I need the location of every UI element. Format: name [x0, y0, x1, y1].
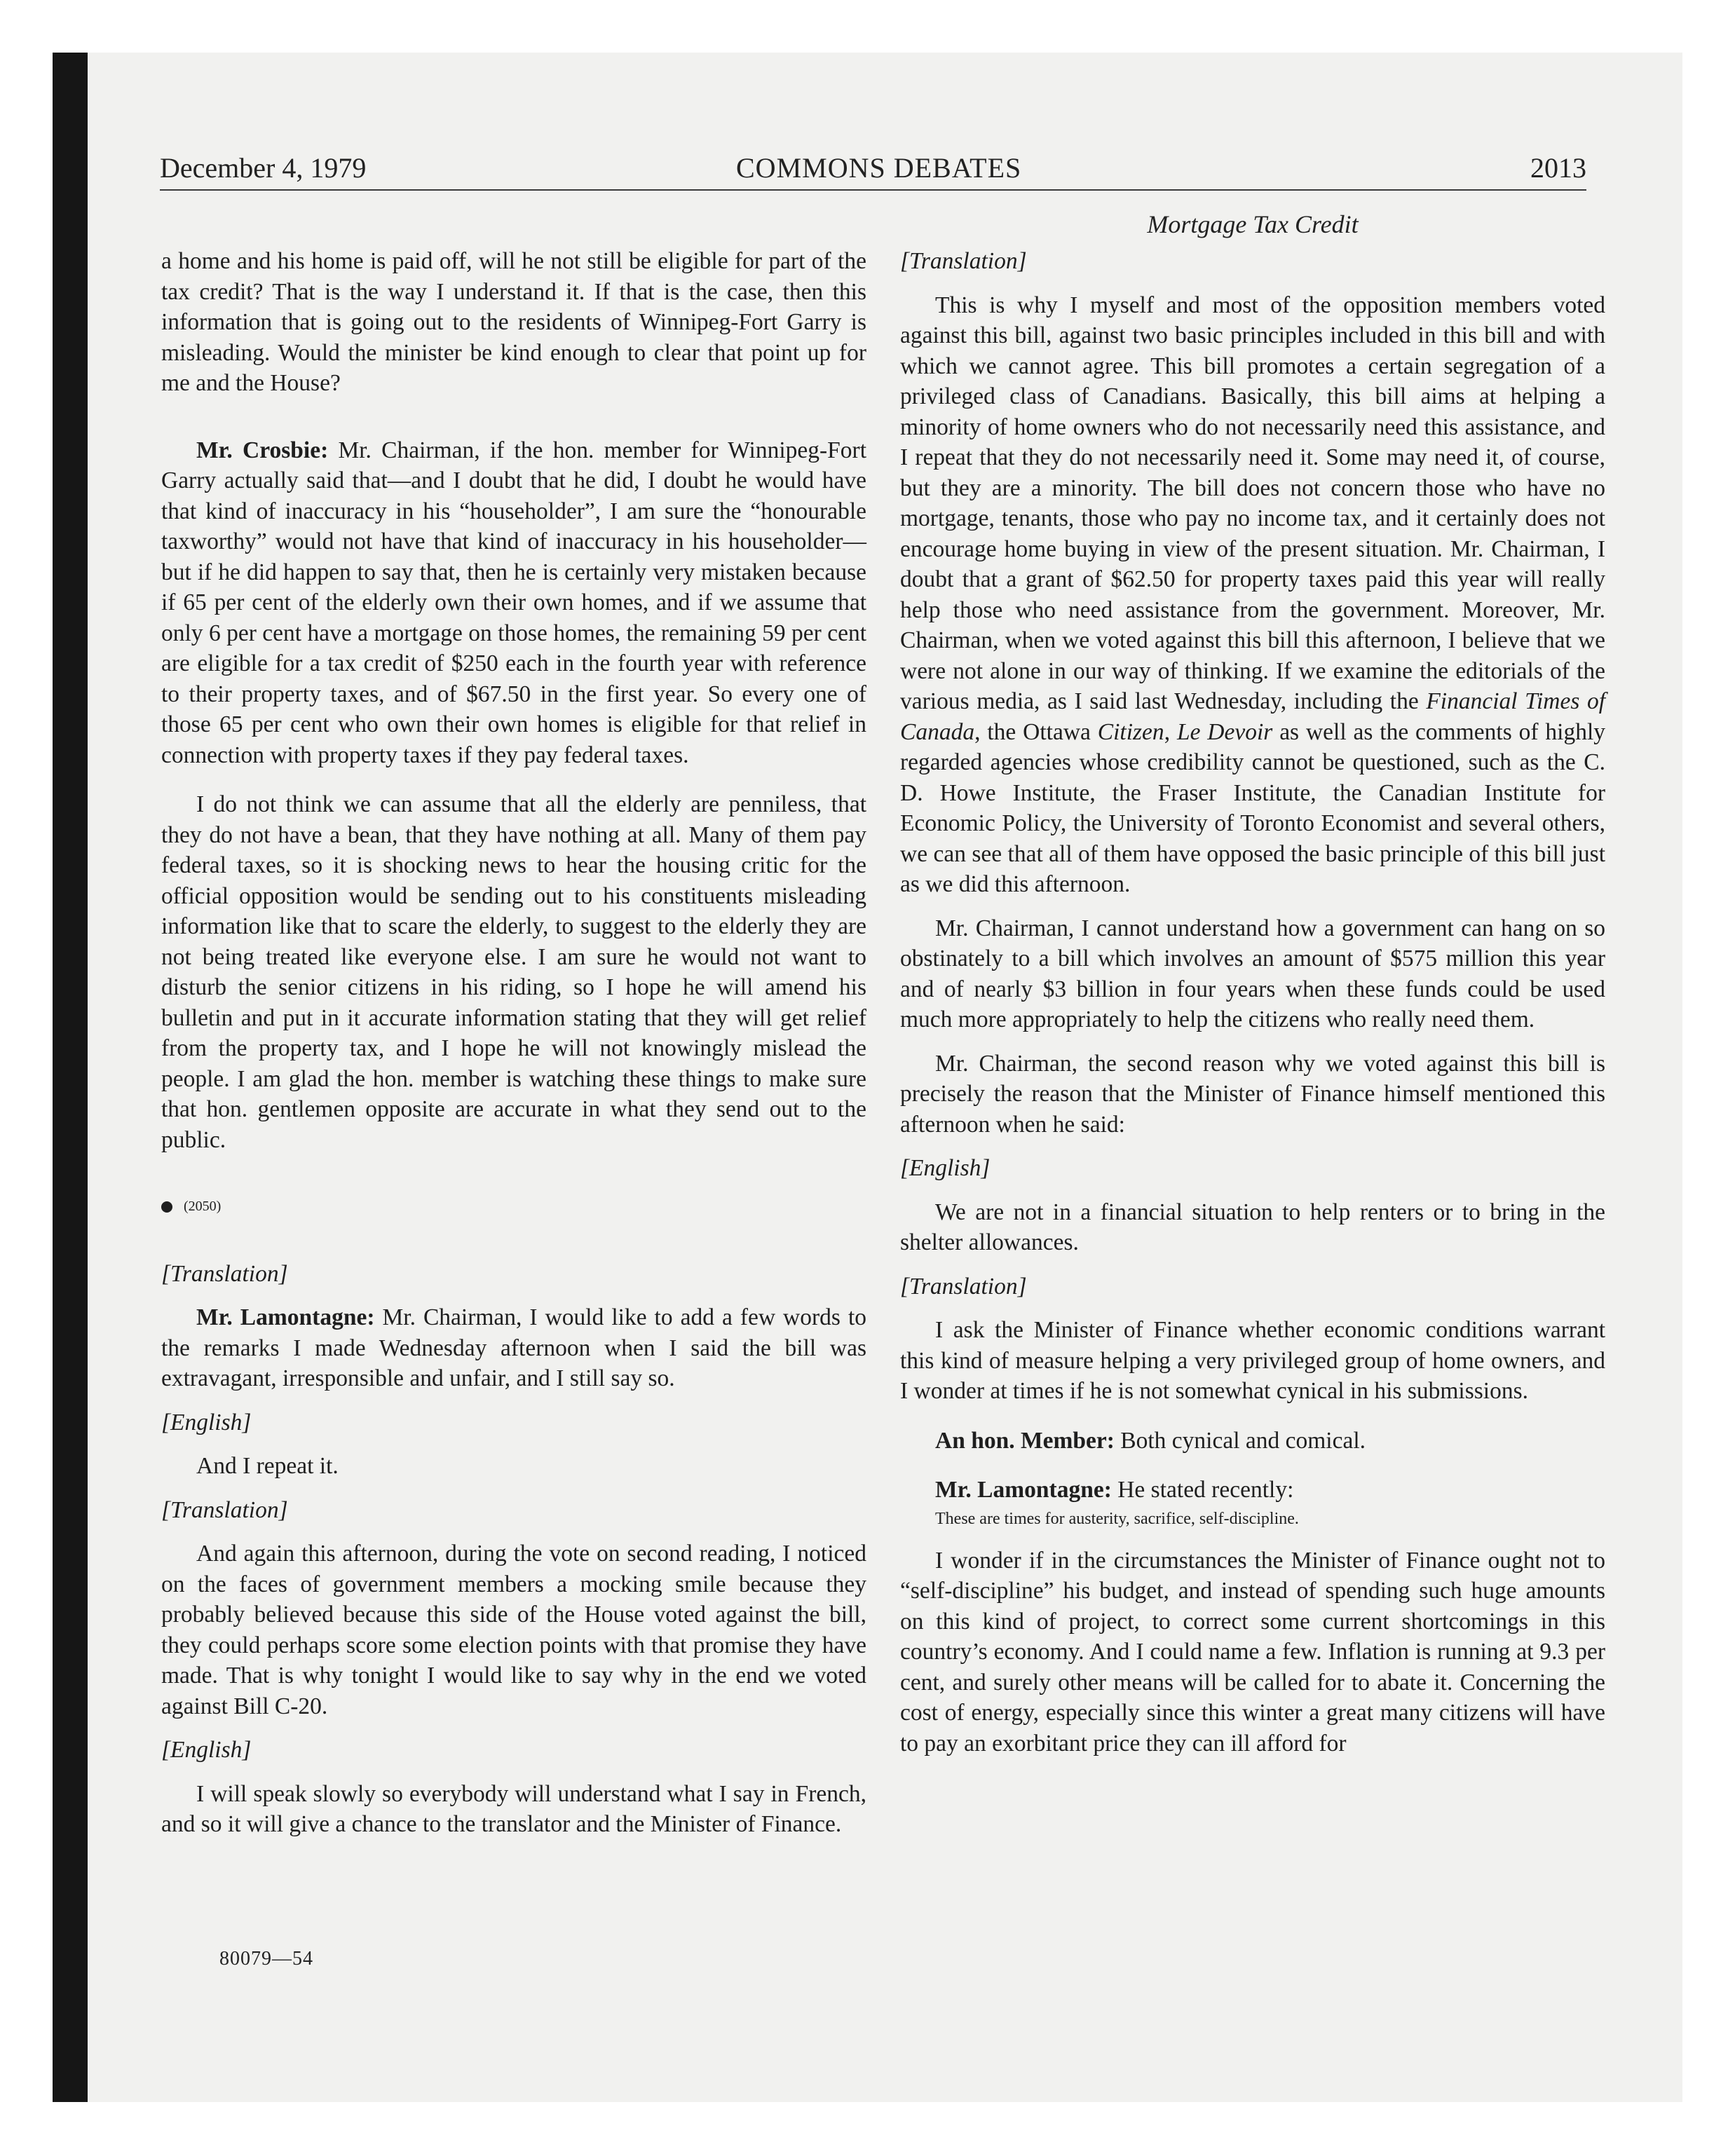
text-run: , [1164, 718, 1177, 745]
paragraph: And again this afternoon, during the vote on second reading, I noticed on the faces of government members a mocking smile because they probably believed because this side of the House voted against the bill, they could perhaps score some election points with that promise they have made. That is why tonight I would like to say why in the end we voted against Bill C-20. [161, 1541, 866, 1719]
language-tag: [Translation] [161, 1496, 288, 1523]
language-tag: [Translation] [161, 1260, 288, 1287]
paragraph [900, 290, 1605, 900]
time-marker [161, 1192, 866, 1222]
speech-text: Mr. Chairman, if the hon. member for Winnipeg-Fort Garry actually said that—and I doubt that he did, I doubt he would have that kind of inaccuracy in his “householder”, I am sure the “honourable taxworthy” would not have that kind of inaccuracy in his householder—but if he did happen to say that, then he is certainly very mistaken because if 65 per cent of the elderly own their own homes, and if we assume that only 6 per cent have a mortgage on those homes, the remaining 59 per cent are eligible for a tax credit of $250 each in the fourth year with reference to their property taxes, and of $67.50 in the first year. So every one of those 65 per cent who own their own homes is eligible for that relief in connection with property taxes if they pay federal taxes. [161, 437, 867, 768]
header-date: December 4, 1979 [160, 152, 367, 184]
publication-name: Citizen [1097, 718, 1164, 745]
bullet-icon [161, 1201, 172, 1213]
publication-name: Le Devoir [1176, 718, 1273, 745]
footer-code: 80079—54 [219, 1948, 313, 1970]
paragraph: I wonder if in the circumstances the Minister of Finance ought not to “self-discipline” his budget, and instead of spending such huge amounts on this kind of project, to correct some current shortcomings in this country’s economy. And I could name a few. Inflation is running at 9.3 per cent, and surely other means will be called for to abate it. Concerning the cost of energy, especially since this winter a great many citizens will have to pay an exorbitant price they can ill afford for [900, 1547, 1605, 1756]
speech-text: Mr. Chairman, I would like to add a few words to the remarks I made Wednesday afternoon when I said the bill was extravagant, irresponsible and unfair, and I still say so. [161, 1304, 866, 1391]
language-tag: [English] [161, 1409, 252, 1435]
paragraph-lamontagne [900, 1475, 1605, 1506]
paragraph-lamontagne [161, 1302, 866, 1394]
publication-name: Financial Times of Canada [900, 688, 1606, 745]
block-quote: These are times for austerity, sacrifice, self-discipline. [935, 1509, 1299, 1528]
speaker-name: Mr. Lamontagne: [196, 1304, 375, 1330]
language-tag: [Translation] [900, 248, 1027, 274]
quoted-passage: We are not in a financial situation to help renters or to bring in the shelter allowances. [900, 1199, 1605, 1255]
speech-text: He stated recently: [1111, 1477, 1294, 1503]
text-run: , the Ottawa [974, 718, 1098, 745]
header-title: COMMONS DEBATES [736, 152, 1022, 184]
right-column [900, 246, 1605, 1759]
text-run: This is why I myself and most of the opposition members voted against this bill, against two basic principles included in this bill and with which we cannot agree. This bill promotes a certain segregation of a privileged class of Canadians. Basically, this bill aims at helping a minority of home owners who do not necessarily need this assistance, and I repeat that they do not necessarily need it. Some may need it, of course, but they are a minority. The bill does not concern those who have no mortgage, tenants, those who pay no income tax, and it certainly does not encourage home buying in view of the present situation. Mr. Chairman, I doubt that a grant of $62.50 for property taxes paid this year will really help those who need assistance from the government. Moreover, Mr. Chairman, when we voted against this bill this afternoon, I believe that we were not alone in our way of thinking. If we examine the editorials of the various media, as I said last Wednesday, including the [900, 292, 1605, 714]
paragraph: a home and his home is paid off, will he not still be eligible for part of the tax credit? That is the way I understand it. If that is the case, then this information that is going out to the residents of Winnipeg-Fort Garry is misleading. Would the minister be kind enough to clear that point up for me and the House? [161, 248, 866, 396]
paragraph: Mr. Chairman, the second reason why we voted against this bill is precisely the reason that the Minister of Finance himself mentioned this afternoon when he said: [900, 1050, 1605, 1138]
paragraph-hon-member [900, 1426, 1605, 1456]
header-rule [160, 189, 1586, 191]
scan-binding-edge [53, 53, 88, 2102]
speaker-name: Mr. Lamontagne: [935, 1477, 1112, 1503]
left-column [161, 246, 866, 1840]
time-marker-text: (2050) [184, 1199, 222, 1214]
speech-text: Both cynical and comical. [1114, 1427, 1366, 1454]
paragraph: I do not think we can assume that all the elderly are penniless, that they do not have a bean, that they have nothing at all. Many of them pay federal taxes, so it is shocking news to hear the housing critic for the official opposition would be sending out to his constituents misleading information like that to scare the elderly, to suggest to the elderly they are not being treated like everyone else. I am sure he would not want to disturb the senior citizens in his riding, so I hope he will amend his bulletin and put in it accurate information stating that they will get relief from the property tax, and I hope he will not knowingly mislead the people. I am glad the hon. member is watching these things to make sure that hon. gentlemen opposite are accurate in what they send out to the public. [161, 791, 866, 1153]
paragraph: And I repeat it. [196, 1453, 339, 1479]
running-head: Mortgage Tax Credit [1147, 210, 1359, 238]
speaker-name: An hon. Member: [935, 1427, 1115, 1454]
paragraph: I ask the Minister of Finance whether economic conditions warrant this kind of measure helping a very privileged group of home owners, and I wonder at times if he is not somewhat cynical in his submissions. [900, 1317, 1605, 1404]
language-tag: [English] [900, 1155, 991, 1181]
paragraph-crosbie [161, 435, 866, 771]
text-run: as well as the comments of highly regarded agencies whose credibility cannot be questioned, such as the C. D. Howe Institute, the Fraser Institute, the Canadian Institute for Economic Policy, the University of Toronto Economist and several others, we can see that all of them have opposed the basic principle of this bill just as we did this afternoon. [900, 718, 1606, 897]
language-tag: [English] [161, 1737, 252, 1763]
paragraph: I will speak slowly so everybody will understand what I say in French, and so it will give a chance to the translator and the Minister of Finance. [161, 1780, 866, 1837]
paragraph: Mr. Chairman, I cannot understand how a government can hang on so obstinately to a bill which involves an amount of $575 million this year and of nearly $3 billion in four years when these funds could be used much more appropriately to help the citizens who really need them. [900, 915, 1605, 1032]
speaker-name: Mr. Crosbie: [196, 437, 329, 463]
language-tag: [Translation] [900, 1273, 1027, 1299]
header-page-number: 2013 [1530, 152, 1586, 184]
